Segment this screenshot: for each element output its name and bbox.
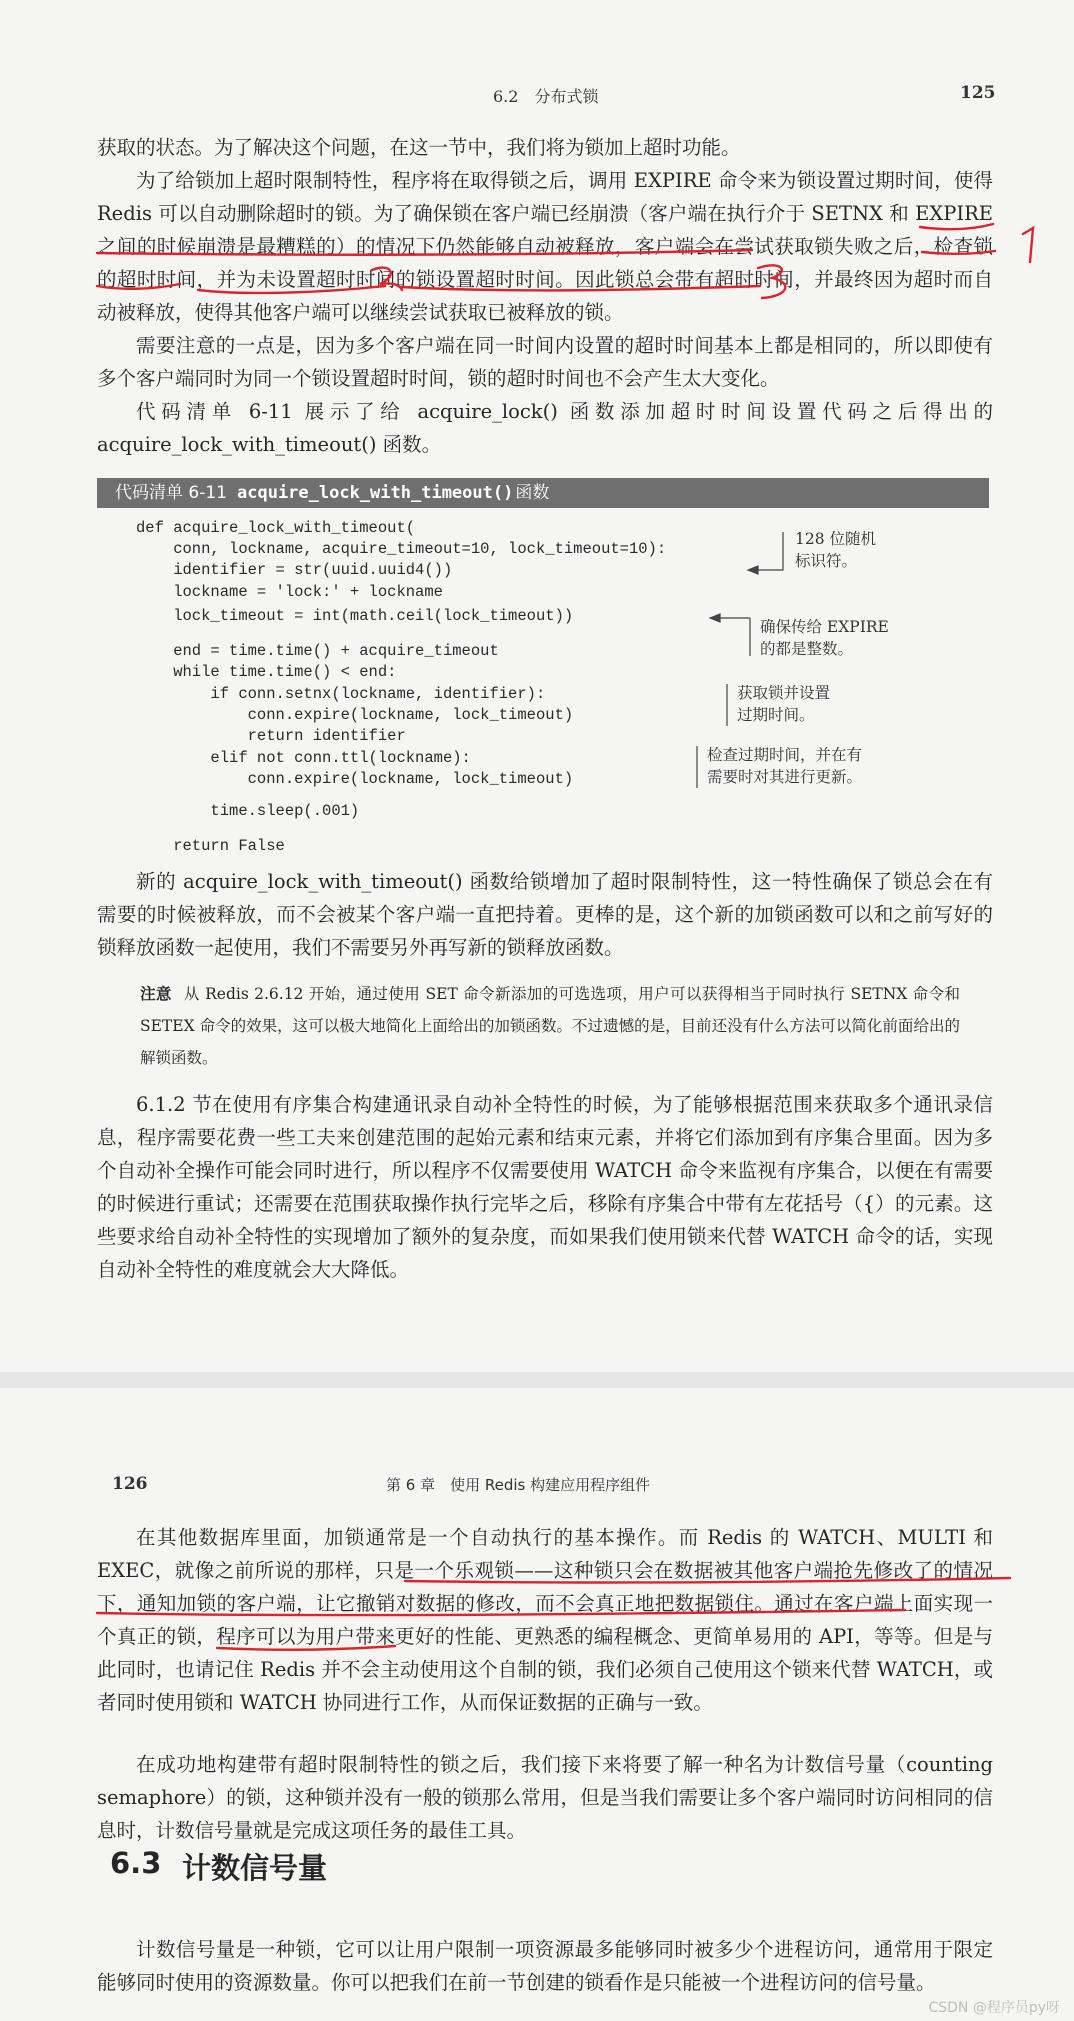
- running-header: 6.2 分布式锁: [493, 87, 599, 106]
- note-text: 从 Redis 2.6.12 开始，通过使用 SET 命令新添加的可选选项，用户可以获得相当于同时执行 SETNX 命令和 SETEX 命令的效果，这可以极大地简化上面给出的加锁函数。不过遗憾的是，目前还没有什么方法可以简化前面给出的解锁函数。: [140, 985, 960, 1067]
- code-annotation-expire-int: 确保传给 EXPIRE 的都是整数。: [760, 618, 889, 658]
- listing-suffix: 函数: [515, 483, 550, 503]
- note-box: [140, 978, 960, 1074]
- paragraph-2: 为了给锁加上超时限制特性，程序将在取得锁之后，调用 EXPIRE 命令来为锁设置过期时间，使得 Redis 可以自动删除超时的锁。为了确保锁在客户端已经崩溃（客户端在执行介于 SETNX 和 EXPIRE 之间的时候崩溃是最糟糕的）的情况下仍然能够自动被释放，客户端会在尝试获取锁失败之后，检查锁的超时时间，并为未设置超时时间的锁设置超时时间。因此锁总会带有超时时间，并最终因为超时而自动被释放，使得其他客户端可以继续尝试获取已被释放的锁。: [97, 169, 993, 324]
- code-annotation-check-ttl: 检查过期时间，并在有 需要时对其进行更新。: [707, 746, 863, 786]
- code-line: conn.expire(lockname, lock_timeout): [136, 770, 574, 788]
- code-annotation-acquire: 获取锁并设置 过期时间。: [737, 684, 831, 724]
- code-line: return False: [136, 837, 285, 855]
- code-line: time.sleep(.001): [136, 802, 360, 820]
- code-line: end = time.time() + acquire_timeout: [136, 642, 499, 660]
- code-line: if conn.setnx(lockname, identifier):: [136, 685, 546, 703]
- arrowhead-icon: [710, 614, 720, 622]
- paragraph-2: 在成功地构建带有超时限制特性的锁之后，我们接下来将要了解一种名为计数信号量（counting semaphore）的锁，这种锁并没有一般的锁那么常用，但是当我们需要让多个客户端同时访问相同的信息时，计数信号量就是完成这项任务的最佳工具。: [97, 1753, 993, 1842]
- section-title: 计数信号量: [182, 1851, 328, 1885]
- section-number: 6.3: [110, 1846, 162, 1880]
- code-line: conn.expire(lockname, lock_timeout): [136, 706, 574, 724]
- code-annotation-uuid: 128 位随机 标识符。: [795, 530, 877, 570]
- code-line: while time.time() < end:: [136, 663, 397, 681]
- code-line: lock_timeout = int(math.ceil(lock_timeout)): [136, 607, 574, 625]
- listing-title-bar: [97, 478, 989, 508]
- book-page-126: [0, 1388, 1074, 2021]
- code-line: lockname = 'lock:' + lockname: [136, 583, 443, 601]
- paragraph-6: 6.1.2 节在使用有序集合构建通讯录自动补全特性的时候，为了能够根据范围来获取多个通讯录信息，程序需要花费一些工夫来创建范围的起始元素和结束元素，并将它们添加到有序集合里面。因为多个自动补全操作可能会同时进行，所以程序不仅需要使用 WATCH 命令来监视有序集合，以便在有需要的时候进行重试；还需要在范围获取操作执行完毕之后，移除有序集合中带有左花括号（{）的元素。这些要求给自动补全特性的实现增加了额外的复杂度，而如果我们使用锁来代替 WATCH 命令的话，实现自动补全特性的难度就会大大降低。: [97, 1093, 993, 1281]
- code-line: def acquire_lock_with_timeout(: [136, 519, 416, 537]
- arrowhead-icon: [748, 566, 758, 574]
- listing-label: 代码清单 6-11: [115, 483, 227, 503]
- page-number: 126: [112, 1474, 148, 1494]
- page-number: 125: [960, 83, 996, 103]
- paragraph-1: 获取的状态。为了解决这个问题，在这一节中，我们将为锁加上超时功能。: [97, 136, 741, 159]
- paragraph-5: 新的 acquire_lock_with_timeout() 函数给锁增加了超时限制特性，这一特性确保了锁总会在有需要的时候被释放，而不会被某个客户端一直把持着。更棒的是，这个新的加锁函数可以和之前写好的锁释放函数一起使用，我们不需要另外再写新的锁释放函数。: [97, 870, 993, 959]
- paragraph-3: 需要注意的一点是，因为多个客户端在同一时间内设置的超时时间基本上都是相同的，所以即使有多个客户端同时为同一个锁设置超时时间，锁的超时时间也不会产生太大变化。: [97, 334, 993, 390]
- code-line: elif not conn.ttl(lockname):: [136, 749, 471, 767]
- margin-mark-1: [1023, 228, 1033, 262]
- paragraph-4: 代码清单 6-11 展示了给 acquire_lock() 函数添加超时时间设置代码之后得出的 acquire_lock_with_timeout() 函数。: [97, 400, 993, 456]
- paragraph-3: 计数信号量是一种锁，它可以让用户限制一项资源最多能够同时被多少个进程访问，通常用于限定能够同时使用的资源数量。你可以把我们在前一节创建的锁看作是只能被一个进程访问的信号量。: [97, 1938, 993, 1994]
- code-line: identifier = str(uuid.uuid4()): [136, 561, 453, 579]
- listing-function-name: acquire_lock_with_timeout(): [237, 483, 514, 503]
- watermark: CSDN @程序员py呀: [928, 2000, 1060, 2016]
- running-header: 第 6 章 使用 Redis 构建应用程序组件: [386, 1476, 651, 1494]
- code-line: conn, lockname, acquire_timeout=10, lock_timeout=10):: [136, 540, 667, 558]
- code-line: return identifier: [136, 727, 406, 745]
- paragraph-1: 在其他数据库里面，加锁通常是一个自动执行的基本操作。而 Redis 的 WATCH、MULTI 和 EXEC，就像之前所说的那样，只是一个乐观锁——这种锁只会在数据被其他客户端抢先修改了的情况下，通知加锁的客户端，让它撤销对数据的修改，而不会真正地把数据锁住。通过在客户端上面实现一个真正的锁，程序可以为用户带来更好的性能、更熟悉的编程概念、更简单易用的 API，等等。但是与此同时，也请记住 Redis 并不会主动使用这个自制的锁，我们必须自己使用这个锁来代替 WATCH，或者同时使用锁和 WATCH 协同进行工作，从而保证数据的正确与一致。: [97, 1526, 993, 1714]
- note-label: 注意: [140, 985, 172, 1003]
- connector-uuid: [757, 532, 783, 570]
